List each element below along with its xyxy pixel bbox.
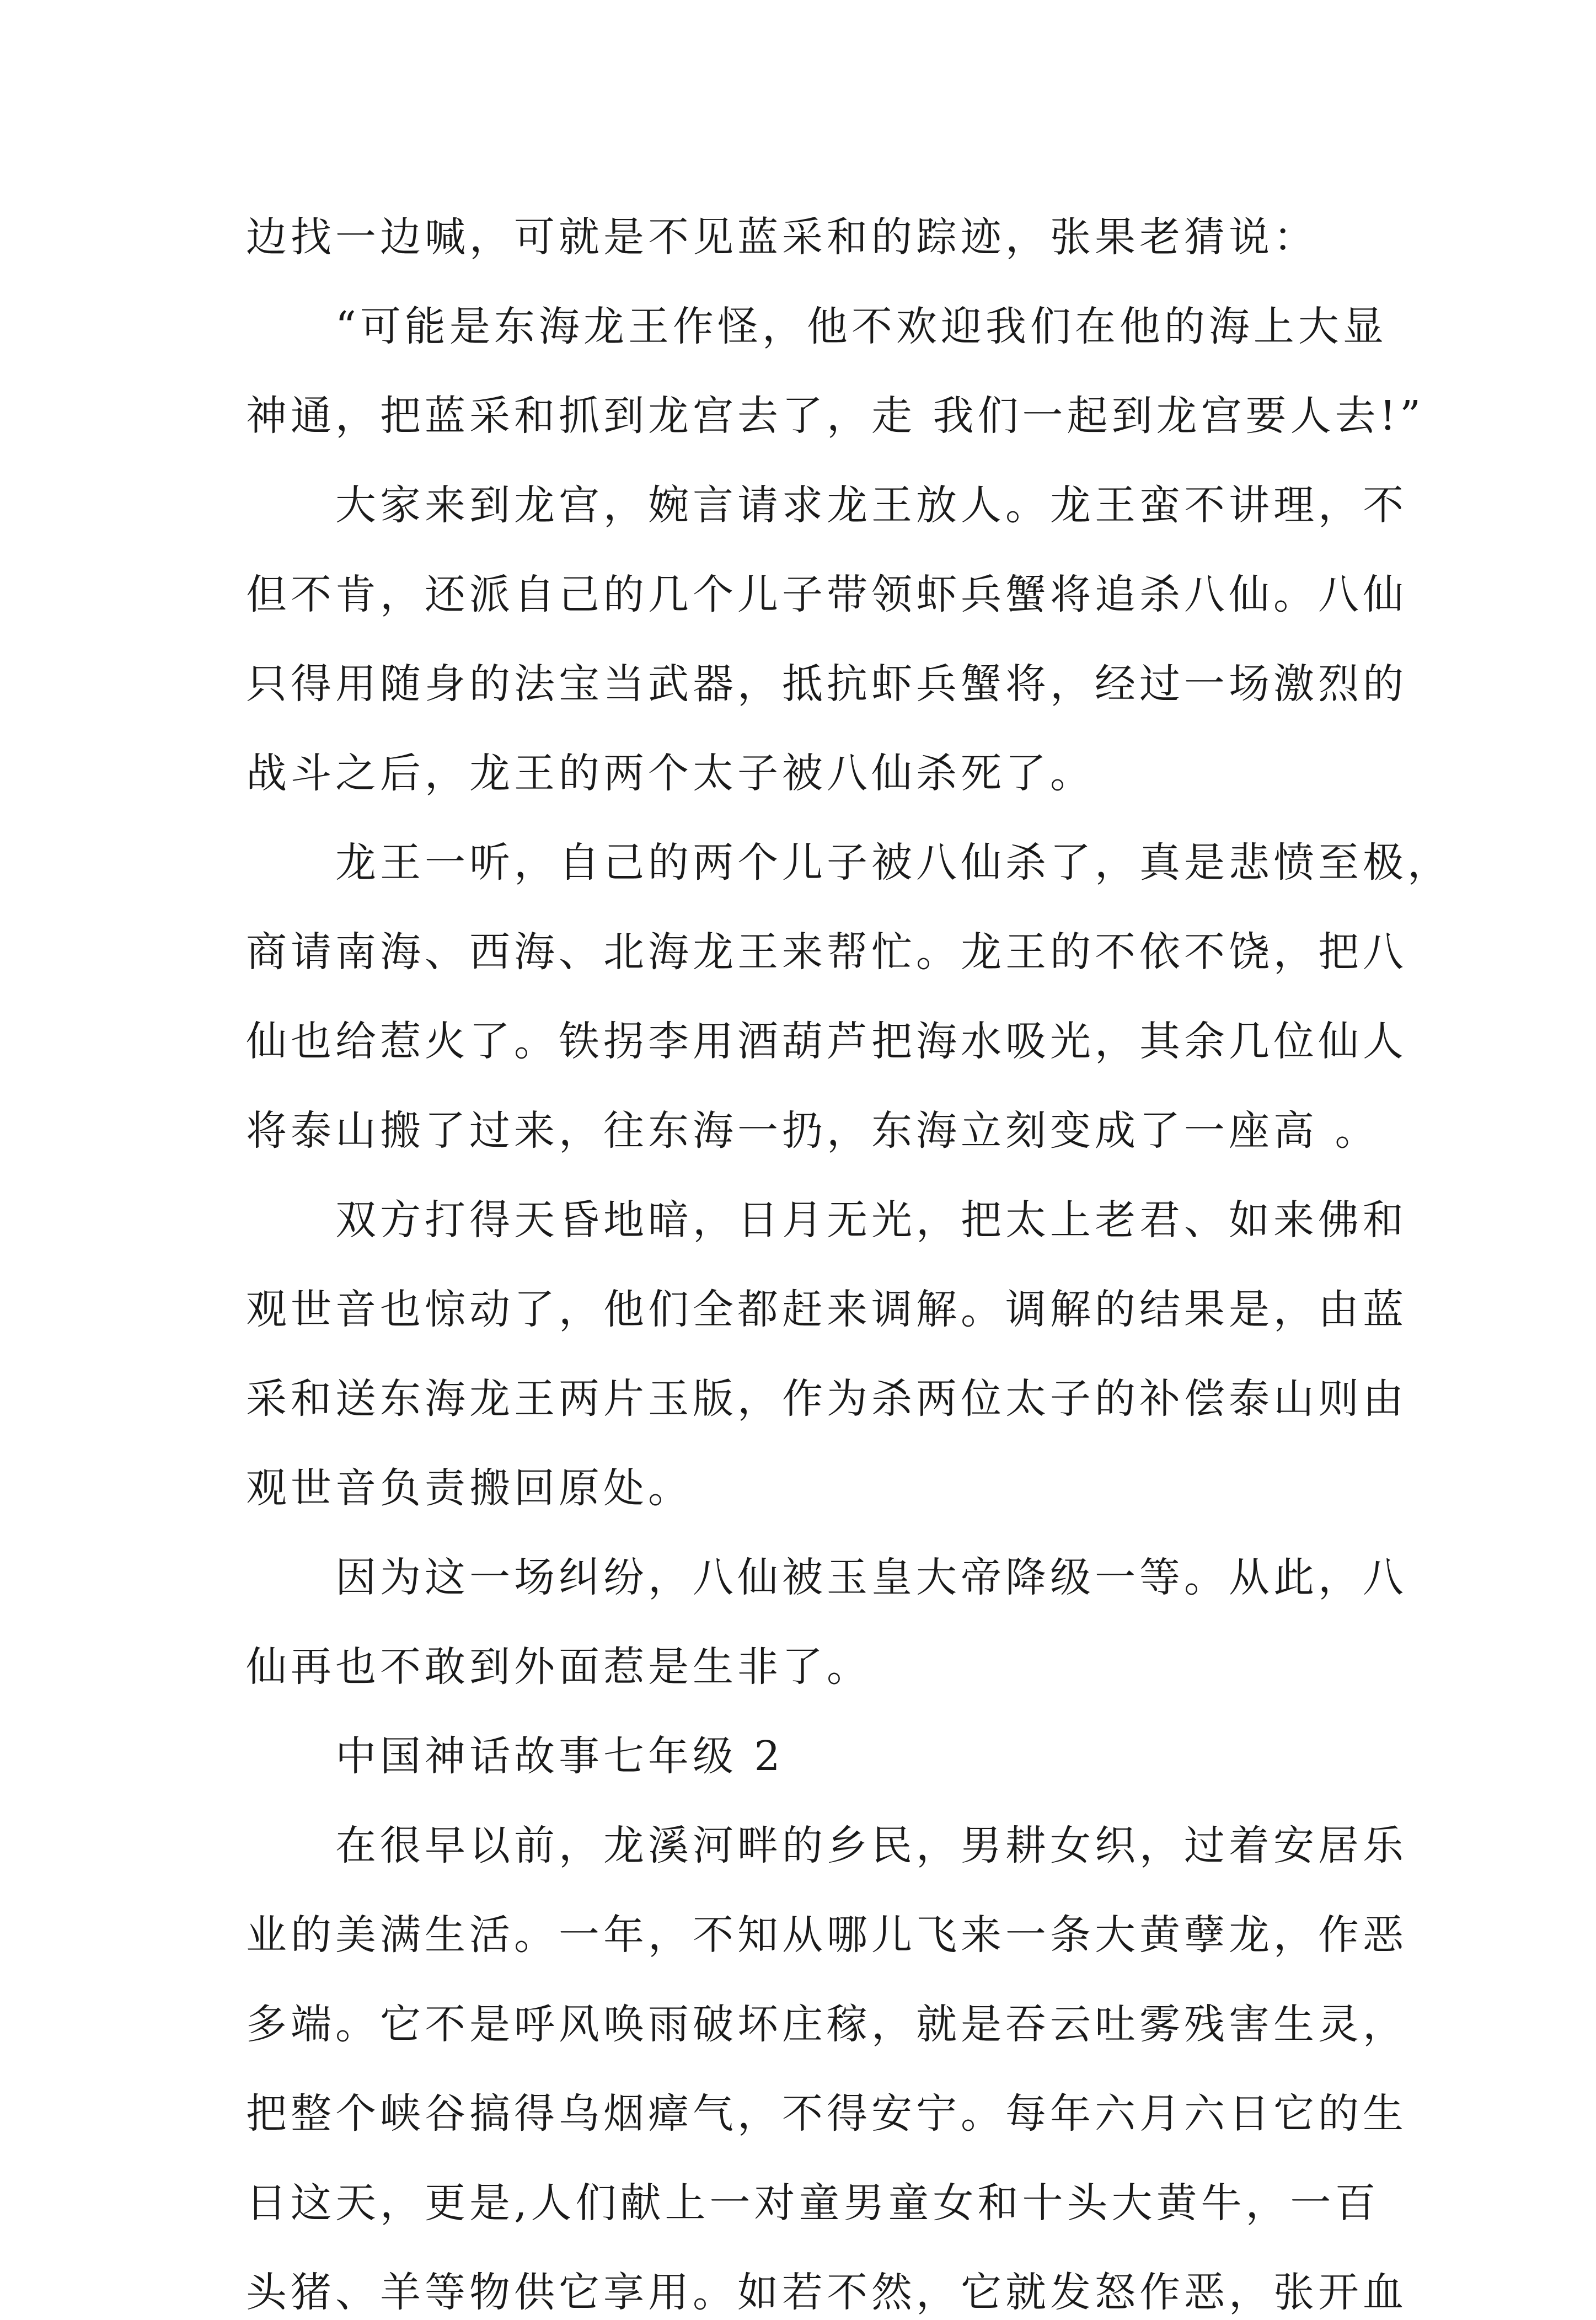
text-line: 观世音也惊动了，他们全都赶来调解。调解的结果是，由蓝 (246, 1286, 1407, 1333)
text-line: 神通，把蓝采和抓到龙宫去了，走 我们一起到龙宫要人去!” (246, 392, 1425, 440)
text-line: 在很早以前，龙溪河畔的乡民，男耕女织，过着安居乐 (246, 1822, 1407, 1869)
text-line: “可能是东海龙王作怪，他不欢迎我们在他的海上大显 (246, 303, 1388, 350)
text-line: 边找一边喊，可就是不见蓝采和的踪迹，张果老猜说： (246, 213, 1318, 261)
text-line: 仙也给惹火了。铁拐李用酒葫芦把海水吸光，其余几位仙人 (246, 1018, 1407, 1065)
text-line: 龙王一听，自己的两个儿子被八仙杀了，真是悲愤至极， (246, 839, 1452, 886)
text-line: 把整个峡谷搞得乌烟瘴气，不得安宁。每年六月六日它的生 (246, 2090, 1407, 2137)
section-heading: 中国神话故事七年级 2 (246, 1733, 784, 1780)
text-line: 因为这一场纠纷，八仙被玉皇大帝降级一等。从此，八 (246, 1554, 1407, 1601)
text-line: 但不肯，还派自己的几个儿子带领虾兵蟹将追杀八仙。八仙 (246, 571, 1407, 618)
text-line: 头猪、羊等物供它享用。如若不然，它就发怒作恶，张开血 (246, 2269, 1407, 2316)
text-line: 大家来到龙宫，婉言请求龙王放人。龙王蛮不讲理，不 (246, 482, 1407, 529)
text-line: 日这天，更是,人们献上一对童男童女和十头大黄牛，一百 (246, 2179, 1380, 2227)
text-line: 业的美满生活。一年，不知从哪儿飞来一条大黄孽龙，作恶 (246, 1911, 1407, 1959)
text-line: 观世音负责搬回原处。 (246, 1464, 693, 1512)
text-line: 商请南海、西海、北海龙王来帮忙。龙王的不依不饶，把八 (246, 928, 1407, 976)
text-line: 将泰山搬了过来，往东海一扔，东海立刻变成了一座高 。 (246, 1107, 1380, 1154)
text-line: 只得用随身的法宝当武器，抵抗虾兵蟹将，经过一场激烈的 (246, 660, 1407, 708)
text-line: 双方打得天昏地暗，日月无光，把太上老君、如来佛和 (246, 1196, 1407, 1244)
text-line: 仙再也不敢到外面惹是生非了。 (246, 1643, 871, 1691)
text-line: 多端。它不是呼风唤雨破坏庄稼，就是吞云吐雾残害生灵， (246, 2001, 1407, 2048)
text-line: 战斗之后，龙王的两个太子被八仙杀死了。 (246, 750, 1095, 797)
text-line: 采和送东海龙王两片玉版，作为杀两位太子的补偿泰山则由 (246, 1375, 1407, 1423)
